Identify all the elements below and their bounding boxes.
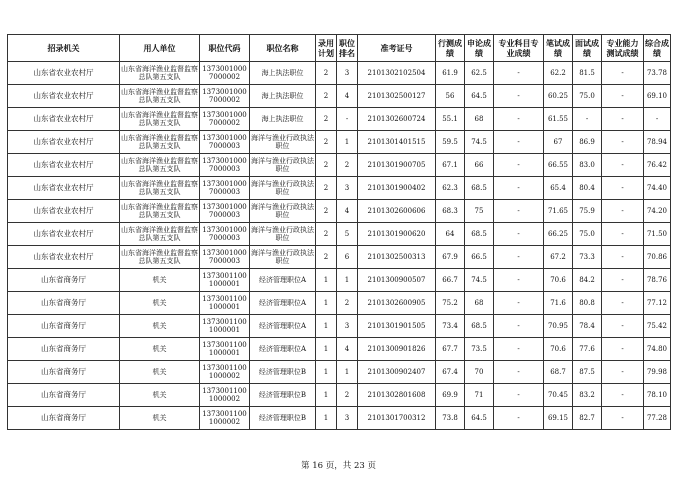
cell-plan: 1 xyxy=(316,361,337,384)
results-table xyxy=(7,34,671,430)
cell-rank: 1 xyxy=(337,269,358,292)
cell-exam-no: 2101302600905 xyxy=(358,292,436,315)
cell-prof: - xyxy=(494,338,544,361)
cell-code: 13730010007000003 xyxy=(200,200,250,223)
cell-total: 69.10 xyxy=(644,85,671,108)
cell-unit: 机关 xyxy=(120,407,200,430)
table-row xyxy=(8,407,671,430)
cell-xingce: 73.4 xyxy=(436,315,465,338)
cell-exam-no: 2101301901505 xyxy=(358,315,436,338)
cell-plan: 2 xyxy=(316,200,337,223)
cell-agency: 山东省农业农村厅 xyxy=(8,177,120,200)
cell-prof: - xyxy=(494,154,544,177)
cell-shenlun: 68.5 xyxy=(465,315,494,338)
cell-interview: 77.6 xyxy=(573,338,602,361)
cell-shenlun: 66 xyxy=(465,154,494,177)
cell-prof: - xyxy=(494,131,544,154)
cell-interview: 80.4 xyxy=(573,177,602,200)
cell-code: 13730010007000002 xyxy=(200,62,250,85)
cell-plan: 2 xyxy=(316,62,337,85)
cell-prof: - xyxy=(494,223,544,246)
cell-shenlun: 68.5 xyxy=(465,223,494,246)
cell-written: 70.6 xyxy=(544,269,573,292)
cell-interview: 83.2 xyxy=(573,384,602,407)
cell-rank: 1 xyxy=(337,361,358,384)
cell-plan: 1 xyxy=(316,384,337,407)
table-row xyxy=(8,223,671,246)
cell-written: 60.25 xyxy=(544,85,573,108)
table-row xyxy=(8,338,671,361)
header-unit: 用人单位 xyxy=(120,35,200,62)
cell-exam-no: 2101302801608 xyxy=(358,384,436,407)
cell-interview: 75.0 xyxy=(573,223,602,246)
cell-rank: 6 xyxy=(337,246,358,269)
cell-written: 62.2 xyxy=(544,62,573,85)
cell-xingce: 69.9 xyxy=(436,384,465,407)
cell-xingce: 68.3 xyxy=(436,200,465,223)
cell-interview: 87.5 xyxy=(573,361,602,384)
cell-unit: 机关 xyxy=(120,292,200,315)
cell-shenlun: 70 xyxy=(465,361,494,384)
cell-position: 经济管理职位A xyxy=(250,269,316,292)
cell-agency: 山东省商务厅 xyxy=(8,292,120,315)
cell-shenlun: 68 xyxy=(465,108,494,131)
cell-xingce: 55.1 xyxy=(436,108,465,131)
cell-position: 经济管理职位A xyxy=(250,315,316,338)
cell-written: 67 xyxy=(544,131,573,154)
cell-shenlun: 64.5 xyxy=(465,407,494,430)
cell-exam-no: 2101300901826 xyxy=(358,338,436,361)
cell-shenlun: 75 xyxy=(465,200,494,223)
cell-shenlun: 68 xyxy=(465,292,494,315)
cell-exam-no: 2101302500127 xyxy=(358,85,436,108)
cell-total: 78.94 xyxy=(644,131,671,154)
cell-interview: 75.9 xyxy=(573,200,602,223)
table-row xyxy=(8,177,671,200)
cell-xingce: 59.5 xyxy=(436,131,465,154)
cell-written: 67.2 xyxy=(544,246,573,269)
cell-xingce: 61.9 xyxy=(436,62,465,85)
cell-plan: 1 xyxy=(316,407,337,430)
cell-interview: 86.9 xyxy=(573,131,602,154)
cell-exam-no: 2101302500313 xyxy=(358,246,436,269)
cell-interview: 80.8 xyxy=(573,292,602,315)
cell-total: 77.28 xyxy=(644,407,671,430)
cell-xingce: 62.3 xyxy=(436,177,465,200)
header-agency: 招录机关 xyxy=(8,35,120,62)
cell-code: 13730011001000001 xyxy=(200,315,250,338)
cell-written: 61.55 xyxy=(544,108,573,131)
cell-agency: 山东省商务厅 xyxy=(8,361,120,384)
cell-total: 71.50 xyxy=(644,223,671,246)
cell-ability: - xyxy=(602,315,644,338)
cell-exam-no: 2101301401515 xyxy=(358,131,436,154)
header-interview: 面试成绩 xyxy=(573,35,602,62)
header-total: 综合成绩 xyxy=(644,35,671,62)
cell-ability: - xyxy=(602,292,644,315)
cell-interview: 81.5 xyxy=(573,62,602,85)
cell-exam-no: 2101302600606 xyxy=(358,200,436,223)
cell-rank: 4 xyxy=(337,85,358,108)
cell-code: 13730010007000002 xyxy=(200,85,250,108)
cell-total: 70.86 xyxy=(644,246,671,269)
cell-xingce: 67.1 xyxy=(436,154,465,177)
cell-total: 75.42 xyxy=(644,315,671,338)
cell-prof: - xyxy=(494,407,544,430)
cell-plan: 1 xyxy=(316,315,337,338)
table-row xyxy=(8,315,671,338)
cell-total: 74.80 xyxy=(644,338,671,361)
cell-prof: - xyxy=(494,246,544,269)
cell-exam-no: 2101302600724 xyxy=(358,108,436,131)
cell-rank: 4 xyxy=(337,200,358,223)
cell-xingce: 67.7 xyxy=(436,338,465,361)
header-xingce: 行测成绩 xyxy=(436,35,465,62)
cell-position: 海洋与渔业行政执法职位 xyxy=(250,246,316,269)
cell-prof: - xyxy=(494,108,544,131)
cell-rank: 1 xyxy=(337,131,358,154)
cell-rank: - xyxy=(337,108,358,131)
cell-unit: 机关 xyxy=(120,361,200,384)
cell-agency: 山东省农业农村厅 xyxy=(8,246,120,269)
cell-total: 78.10 xyxy=(644,384,671,407)
cell-written: 65.4 xyxy=(544,177,573,200)
cell-unit: 山东省海洋渔业监督监察总队第五支队 xyxy=(120,223,200,246)
cell-code: 13730011001000002 xyxy=(200,384,250,407)
cell-position: 经济管理职位A xyxy=(250,292,316,315)
cell-agency: 山东省商务厅 xyxy=(8,407,120,430)
cell-exam-no: 2101301900620 xyxy=(358,223,436,246)
cell-position: 海上执法职位 xyxy=(250,62,316,85)
cell-plan: 2 xyxy=(316,85,337,108)
cell-ability: - xyxy=(602,246,644,269)
cell-plan: 2 xyxy=(316,223,337,246)
cell-interview: 84.2 xyxy=(573,269,602,292)
header-plan: 录用计划 xyxy=(316,35,337,62)
header-exam-no: 准考证号 xyxy=(358,35,436,62)
cell-total: 77.12 xyxy=(644,292,671,315)
cell-prof: - xyxy=(494,361,544,384)
cell-ability: - xyxy=(602,154,644,177)
cell-ability: - xyxy=(602,407,644,430)
cell-unit: 山东省海洋渔业监督监察总队第五支队 xyxy=(120,154,200,177)
header-position: 职位名称 xyxy=(250,35,316,62)
cell-shenlun: 71 xyxy=(465,384,494,407)
cell-ability: - xyxy=(602,269,644,292)
cell-ability: - xyxy=(602,361,644,384)
table-body xyxy=(8,62,671,430)
cell-position: 海洋与渔业行政执法职位 xyxy=(250,154,316,177)
cell-position: 经济管理职位B xyxy=(250,384,316,407)
cell-interview: 82.7 xyxy=(573,407,602,430)
table-row xyxy=(8,154,671,177)
cell-prof: - xyxy=(494,200,544,223)
cell-ability: - xyxy=(602,85,644,108)
cell-unit: 山东省海洋渔业监督监察总队第五支队 xyxy=(120,246,200,269)
cell-position: 经济管理职位B xyxy=(250,407,316,430)
cell-prof: - xyxy=(494,62,544,85)
cell-written: 71.65 xyxy=(544,200,573,223)
cell-position: 海洋与渔业行政执法职位 xyxy=(250,131,316,154)
cell-rank: 3 xyxy=(337,62,358,85)
cell-total: 73.78 xyxy=(644,62,671,85)
cell-agency: 山东省商务厅 xyxy=(8,384,120,407)
cell-xingce: 73.8 xyxy=(436,407,465,430)
cell-rank: 5 xyxy=(337,223,358,246)
cell-plan: 2 xyxy=(316,131,337,154)
cell-prof: - xyxy=(494,315,544,338)
cell-unit: 山东省海洋渔业监督监察总队第五支队 xyxy=(120,177,200,200)
cell-code: 13730011001000002 xyxy=(200,361,250,384)
cell-agency: 山东省商务厅 xyxy=(8,315,120,338)
cell-agency: 山东省农业农村厅 xyxy=(8,223,120,246)
cell-agency: 山东省农业农村厅 xyxy=(8,200,120,223)
cell-rank: 4 xyxy=(337,338,358,361)
cell-shenlun: 62.5 xyxy=(465,62,494,85)
cell-xingce: 75.2 xyxy=(436,292,465,315)
cell-ability: - xyxy=(602,338,644,361)
cell-exam-no: 2101302102504 xyxy=(358,62,436,85)
cell-agency: 山东省商务厅 xyxy=(8,338,120,361)
cell-exam-no: 2101300902407 xyxy=(358,361,436,384)
cell-agency: 山东省农业农村厅 xyxy=(8,62,120,85)
cell-prof: - xyxy=(494,177,544,200)
table-row xyxy=(8,269,671,292)
cell-plan: 2 xyxy=(316,108,337,131)
cell-total: 79.98 xyxy=(644,361,671,384)
cell-xingce: 67.4 xyxy=(436,361,465,384)
table-row xyxy=(8,85,671,108)
cell-plan: 2 xyxy=(316,154,337,177)
cell-xingce: 66.7 xyxy=(436,269,465,292)
cell-plan: 2 xyxy=(316,246,337,269)
cell-code: 13730010007000003 xyxy=(200,246,250,269)
cell-prof: - xyxy=(494,269,544,292)
cell-unit: 山东省海洋渔业监督监察总队第五支队 xyxy=(120,62,200,85)
cell-ability: - xyxy=(602,131,644,154)
header-code: 职位代码 xyxy=(200,35,250,62)
cell-shenlun: 74.5 xyxy=(465,131,494,154)
table-row xyxy=(8,384,671,407)
table-row xyxy=(8,292,671,315)
cell-total: 74.20 xyxy=(644,200,671,223)
table-row xyxy=(8,108,671,131)
cell-interview: 83.0 xyxy=(573,154,602,177)
cell-written: 70.45 xyxy=(544,384,573,407)
cell-unit: 山东省海洋渔业监督监察总队第五支队 xyxy=(120,108,200,131)
cell-written: 70.6 xyxy=(544,338,573,361)
cell-unit: 机关 xyxy=(120,315,200,338)
cell-written: 66.25 xyxy=(544,223,573,246)
header-written: 笔试成绩 xyxy=(544,35,573,62)
cell-written: 71.6 xyxy=(544,292,573,315)
cell-rank: 3 xyxy=(337,177,358,200)
cell-position: 经济管理职位B xyxy=(250,361,316,384)
cell-code: 13730011001000001 xyxy=(200,338,250,361)
cell-unit: 山东省海洋渔业监督监察总队第五支队 xyxy=(120,200,200,223)
cell-total: 76.42 xyxy=(644,154,671,177)
cell-interview: 73.3 xyxy=(573,246,602,269)
cell-interview: 78.4 xyxy=(573,315,602,338)
cell-code: 13730011001000001 xyxy=(200,292,250,315)
cell-unit: 机关 xyxy=(120,338,200,361)
cell-exam-no: 2101301900402 xyxy=(358,177,436,200)
cell-agency: 山东省农业农村厅 xyxy=(8,131,120,154)
cell-written: 66.55 xyxy=(544,154,573,177)
cell-ability: - xyxy=(602,200,644,223)
page-footer: 第 16 页，共 23 页 xyxy=(301,461,376,471)
cell-total: - xyxy=(644,108,671,131)
cell-rank: 2 xyxy=(337,154,358,177)
cell-exam-no: 2101301700312 xyxy=(358,407,436,430)
cell-unit: 机关 xyxy=(120,269,200,292)
cell-rank: 2 xyxy=(337,384,358,407)
cell-interview: - xyxy=(573,108,602,131)
cell-unit: 山东省海洋渔业监督监察总队第五支队 xyxy=(120,131,200,154)
table-row xyxy=(8,62,671,85)
header-ability: 专业能力测试成绩 xyxy=(602,35,644,62)
cell-rank: 3 xyxy=(337,407,358,430)
cell-shenlun: 73.5 xyxy=(465,338,494,361)
cell-prof: - xyxy=(494,384,544,407)
results-page xyxy=(7,34,670,430)
cell-code: 13730010007000003 xyxy=(200,223,250,246)
cell-total: 74.40 xyxy=(644,177,671,200)
cell-shenlun: 66.5 xyxy=(465,246,494,269)
cell-unit: 机关 xyxy=(120,384,200,407)
cell-prof: - xyxy=(494,292,544,315)
cell-written: 70.95 xyxy=(544,315,573,338)
cell-plan: 1 xyxy=(316,292,337,315)
cell-written: 69.15 xyxy=(544,407,573,430)
cell-code: 13730011001000002 xyxy=(200,407,250,430)
cell-shenlun: 74.5 xyxy=(465,269,494,292)
header-shenlun: 申论成绩 xyxy=(465,35,494,62)
cell-ability: - xyxy=(602,177,644,200)
cell-code: 13730010007000002 xyxy=(200,108,250,131)
cell-code: 13730010007000003 xyxy=(200,177,250,200)
cell-xingce: 67.9 xyxy=(436,246,465,269)
cell-exam-no: 2101301900705 xyxy=(358,154,436,177)
cell-plan: 1 xyxy=(316,338,337,361)
cell-total: 78.76 xyxy=(644,269,671,292)
cell-prof: - xyxy=(494,85,544,108)
header-prof: 专业科目专业成绩 xyxy=(494,35,544,62)
cell-rank: 2 xyxy=(337,292,358,315)
cell-code: 13730010007000003 xyxy=(200,131,250,154)
cell-position: 海上执法职位 xyxy=(250,108,316,131)
cell-agency: 山东省商务厅 xyxy=(8,269,120,292)
table-row xyxy=(8,200,671,223)
cell-ability: - xyxy=(602,384,644,407)
cell-written: 68.7 xyxy=(544,361,573,384)
cell-ability: - xyxy=(602,62,644,85)
cell-unit: 山东省海洋渔业监督监察总队第五支队 xyxy=(120,85,200,108)
cell-exam-no: 2101300900507 xyxy=(358,269,436,292)
cell-agency: 山东省农业农村厅 xyxy=(8,108,120,131)
cell-rank: 3 xyxy=(337,315,358,338)
table-row xyxy=(8,361,671,384)
cell-ability: - xyxy=(602,223,644,246)
cell-agency: 山东省农业农村厅 xyxy=(8,154,120,177)
cell-position: 海洋与渔业行政执法职位 xyxy=(250,177,316,200)
cell-plan: 2 xyxy=(316,177,337,200)
cell-position: 海洋与渔业行政执法职位 xyxy=(250,200,316,223)
cell-xingce: 64 xyxy=(436,223,465,246)
cell-code: 13730010007000003 xyxy=(200,154,250,177)
cell-position: 海洋与渔业行政执法职位 xyxy=(250,223,316,246)
cell-shenlun: 68.5 xyxy=(465,177,494,200)
cell-code: 13730011001000001 xyxy=(200,269,250,292)
cell-shenlun: 64.5 xyxy=(465,85,494,108)
cell-position: 海上执法职位 xyxy=(250,85,316,108)
cell-interview: 75.0 xyxy=(573,85,602,108)
header-row xyxy=(8,35,671,62)
cell-position: 经济管理职位A xyxy=(250,338,316,361)
cell-xingce: 56 xyxy=(436,85,465,108)
table-row xyxy=(8,246,671,269)
table-row xyxy=(8,131,671,154)
header-rank: 职位排名 xyxy=(337,35,358,62)
cell-plan: 1 xyxy=(316,269,337,292)
cell-ability: - xyxy=(602,108,644,131)
cell-agency: 山东省农业农村厅 xyxy=(8,85,120,108)
